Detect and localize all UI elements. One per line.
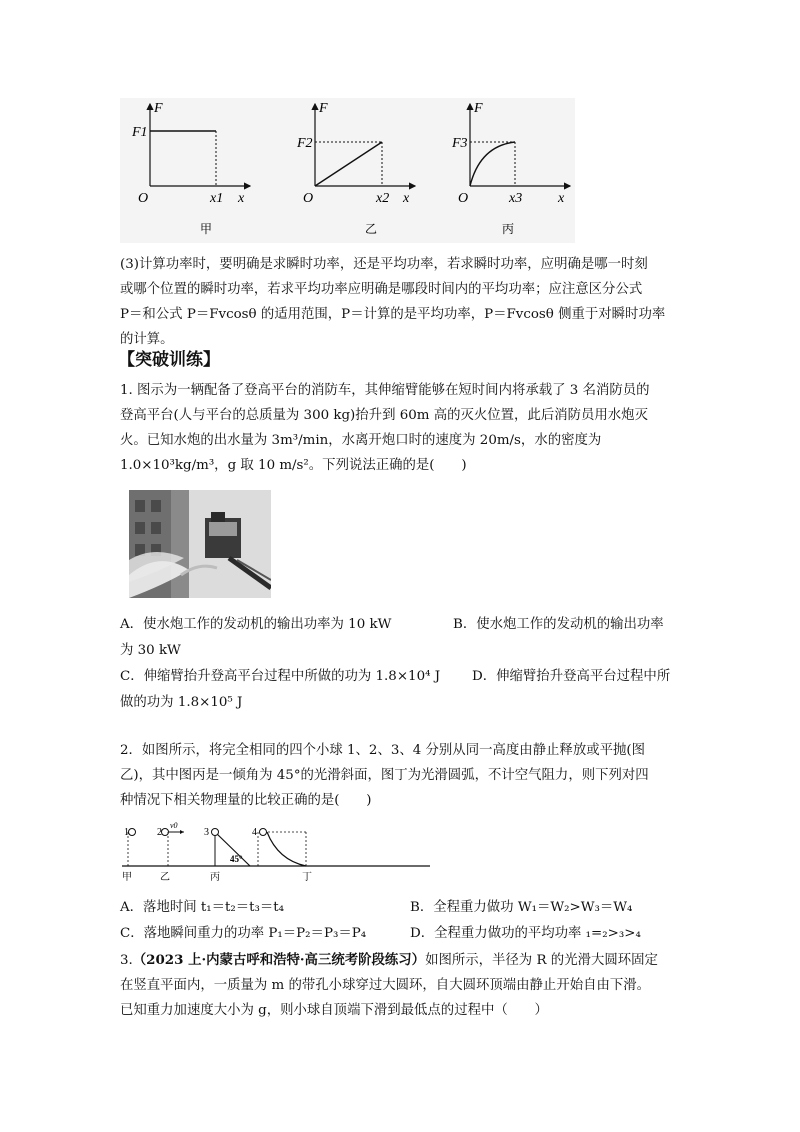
note-paragraph [120,252,685,352]
origin-label: O [138,191,149,206]
section-heading: 【突破训练】 [118,350,220,370]
question-line: 乙)，其中图丙是一倾角为 45°的光滑斜面，图丁为光滑圆弧，不计空气阻力，则下列对四 [120,768,649,783]
note-line: P＝和公式 P＝Fvcosθ 的适用范围，P＝计算的是平均功率，P＝Fvcosθ 侧重于对瞬时功率 [120,307,666,322]
question-line: 已知重力加速度大小为 g，则小球自顶端下滑到最低点的过程中（ ） [120,1003,548,1018]
graph-caption: 丙 [502,222,515,236]
q1-option-d: D．伸缩臂抬升登高平台过程中所 [472,669,671,684]
question-line: 1. 图示为一辆配备了登高平台的消防车，其伸缩臂能够在短时间内将承载了 3 名消防员的 [120,383,650,398]
arc-track [267,832,306,866]
question-line: 登高平台(人与平台的总质量为 300 kg)抬升到 60m 高的灭火位置，此后消防员用水炮灭 [120,408,648,423]
value-label: F3 [452,136,468,151]
q3-source: （2023 上·内蒙古呼和浩特·高三统考阶段练习） [132,952,426,968]
x-tick-label: x1 [210,191,224,206]
fig-label: 丙 [210,872,220,882]
ball-4-label: 4 [252,827,257,838]
value-label: F1 [132,125,148,140]
axis-x-label: x [558,191,565,206]
graph-concave-force [440,98,590,243]
question-line [120,948,685,973]
x-tick-label: x3 [509,191,523,206]
axis-y-label: F [319,101,328,116]
axis-x-label: x [238,191,245,206]
question-2-stem [120,738,685,813]
note-line: 的计算。 [120,332,174,347]
fig-label: 丁 [302,872,312,882]
question-3-stem [120,948,685,1023]
ball-2-label: 2 [157,827,162,838]
question-line: 种情况下相关物理量的比较正确的是( ) [120,793,372,808]
axis-y-label: F [154,101,163,116]
angle-label: 45° [230,854,243,864]
q1-option-b: B．使水炮工作的发动机的输出功率 [453,617,664,632]
ball-1-label: 1 [124,827,129,838]
fire-truck-photo [129,490,271,598]
q2-option-b: B．全程重力做功 W₁＝W₂>W₃＝W₄ [410,900,633,915]
force-curve [470,142,515,186]
note-line: (3)计算功率时，要明确是求瞬时功率，还是平均功率，若求瞬时功率，应明确是哪一时刻 [120,257,648,272]
ball-2 [162,829,169,836]
q2-option-c: C．落地瞬间重力的功率 P₁＝P₂＝P₃＝P₄ [120,926,367,941]
note-line: 或哪个位置的瞬时功率，若求平均功率应明确是哪段时间内的平均功率；应注意区分公式 [120,282,643,297]
fig-label: 甲 [122,872,132,882]
question-line: 1.0×10³kg/m³，g 取 10 m/s²。下列说法正确的是( ) [120,458,467,473]
question-line: 2．如图所示，将完全相同的四个小球 1、2、3、4 分别从同一高度由静止释放或平抛(图 [120,743,646,758]
question-line: 火。已知水炮的出水量为 3m³/min，水离开炮口时的速度为 20m/s，水的密度为 [120,433,602,448]
q1-option-c: C．伸缩臂抬升登高平台过程中所做的功为 1.8×10⁴ J [120,669,441,684]
q3-line1-text: 如图所示，半径为 R 的光滑大圆环固定 [425,953,658,968]
q1-option-b-cont: 为 30 kW [120,643,181,658]
q2-option-d: D．全程重力做功的平均功率 ₁=₂>₃>₄ [410,926,641,941]
graph-caption: 乙 [365,222,378,236]
v0-label: v0 [170,821,178,830]
axis-x-label: x [403,191,410,206]
q1-option-a: A．使水炮工作的发动机的输出功率为 10 kW [120,617,392,632]
four-balls-figure [120,820,440,882]
graph-linear-force [285,98,435,243]
question-1-stem [120,378,685,478]
q1-option-d-cont: 做的功为 1.8×10⁵ J [120,695,243,710]
force-line [315,142,382,186]
origin-label: O [458,191,469,206]
force-graphs-panel [120,98,575,243]
origin-label: O [303,191,314,206]
fig-label: 乙 [160,872,170,882]
ball-1 [129,829,136,836]
graph-constant-force [120,98,270,243]
q2-option-a: A．落地时间 t₁＝t₂＝t₃＝t₄ [120,900,285,915]
axis-y-label: F [474,101,483,116]
q3-number: 3. [120,953,133,968]
ball-3-label: 3 [204,827,209,838]
ball-3 [212,829,219,836]
ball-4 [260,829,267,836]
graph-caption: 甲 [200,222,213,236]
value-label: F2 [297,136,313,151]
question-line: 在竖直平面内，一质量为 m 的带孔小球穿过大圆环，自大圆环顶端由静止开始自由下滑。 [120,978,651,993]
x-tick-label: x2 [376,191,390,206]
